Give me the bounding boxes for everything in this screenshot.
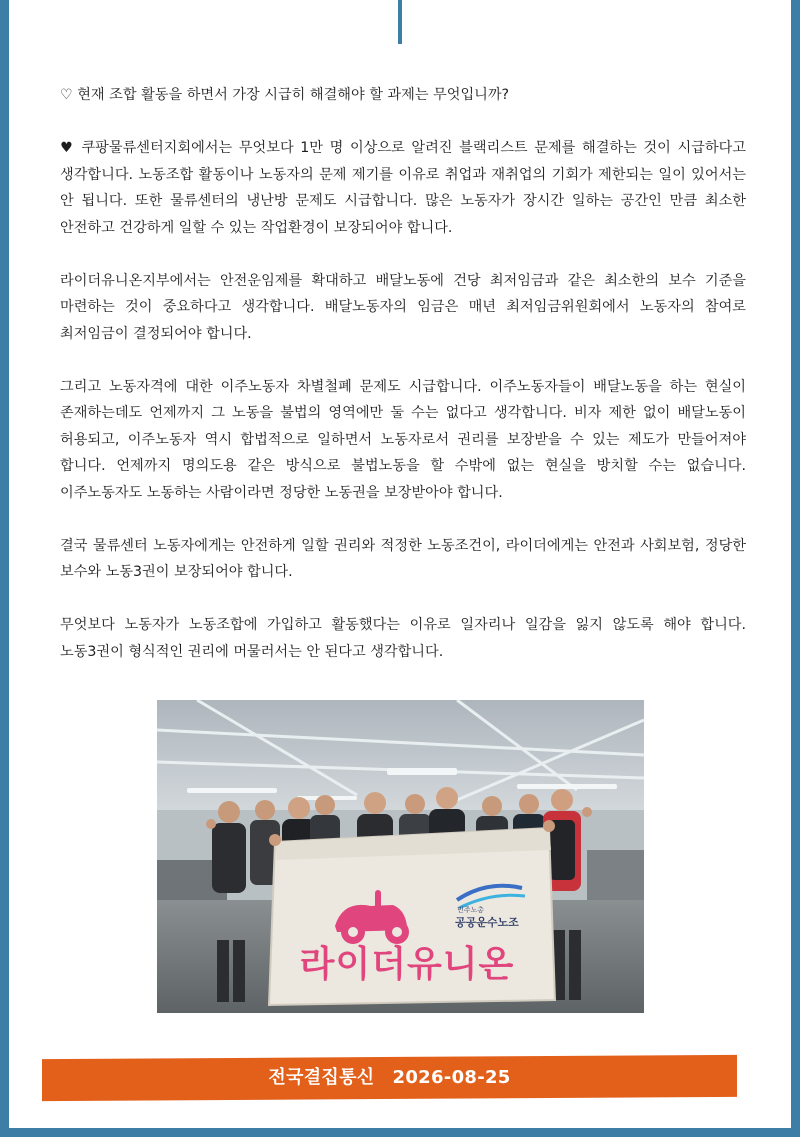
answer-paragraph-1: ♥ 쿠팡물류센터지회에서는 무엇보다 1만 명 이상으로 알려진 블랙리스트 문제를 해결하는 것이 시급하다고 생각합니다. 노동조합 활동이나 노동자의 문제 제기를 이유로 취업과 재취업의 기회가 제한되는 일이 있어서는 안 됩니다. 또한 물류센터의 냉난방 문제도 시급합니다. 많은 노동자가 장시간 일하는 공간인 만큼 최소한 안전하고 건강하게 일할 수 있는 작업환경이 보장되어야 합니다. <box>60 140 746 236</box>
answer-paragraph-4: 결국 물류센터 노동자에게는 안전하게 일할 권리와 적정한 노동조건이, 라이더에게는 안전과 사회보험, 정당한 보수와 노동3권이 보장되어야 합니다. <box>60 537 746 580</box>
banner-union-text: 공공운수노조 <box>455 916 519 929</box>
page <box>9 0 791 1128</box>
banner-small-text: 민주노총 <box>457 906 485 914</box>
group-photo-illustration <box>157 700 644 1013</box>
interview-question: ♡ 현재 조합 활동을 하면서 가장 시급히 해결해야 할 과제는 무엇입니까? <box>60 87 510 103</box>
publication-name: 전국결집통신 <box>268 1067 375 1088</box>
banner-main-text: 라이더유니온 <box>299 944 515 985</box>
group-photo <box>157 700 644 1013</box>
footer <box>42 1057 737 1099</box>
article-body <box>60 82 746 665</box>
answer-paragraph-3: 그리고 노동자격에 대한 이주노동자 차별철폐 문제도 시급합니다. 이주노동자들이 배달노동을 하는 현실이 존재하는데도 언제까지 그 노동을 불법의 영역에만 둘 수는 없다고 생각합니다. 비자 제한 없이 배달노동이 허용되고, 이주노동자 역시 합법적으로 일하면서 노동자로서 권리를 보장받을 수 있는 제도가 만들어져야 합니다. 언제까지 명의도용 같은 방식으로 불법노동을 할 수밖에 없는 현실을 방치할 수는 없습니다. 이주노동자도 노동하는 사람이라면 정당한 노동권을 보장받아야 합니다. <box>60 378 746 501</box>
publication-date: 2026-08-25 <box>392 1067 511 1088</box>
answer-paragraph-5: 무엇보다 노동자가 노동조합에 가입하고 활동했다는 이유로 일자리나 일감을 잃지 않도록 해야 합니다. 노동3권이 형식적인 권리에 머물러서는 안 된다고 생각합니다. <box>60 617 746 660</box>
answer-paragraph-2: 라이더유니온지부에서는 안전운임제를 확대하고 배달노동에 건당 최저임금과 같은 최소한의 보수 기준을 마련하는 것이 중요하다고 생각합니다. 배달노동자의 임금은 매년 최저임금위원회에서 노동자의 참여로 최저임금이 결정되어야 합니다. <box>60 272 746 342</box>
top-divider <box>398 0 402 44</box>
